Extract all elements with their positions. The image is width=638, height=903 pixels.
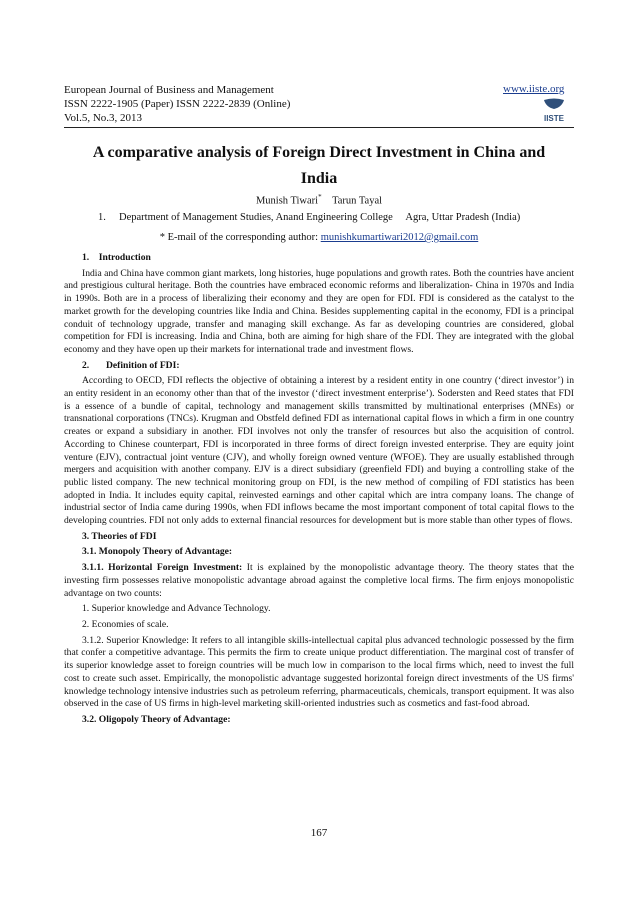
subsubsection-heading-horizontal: 3.1.1. Horizontal Foreign Investment: [82, 562, 243, 574]
paragraph-definition: According to OECD, FDI reflects the objective of obtaining a interest by a resident entity in one country (‘direct investor’) in an entity resident in an economy other than that of the investor (‘direct investment enterprise’). Sodersten and Reed states that FDI is a essence of a bundle of capital, technology and management skills transmitted by multinational enterprises (MNEs) or transnational corporations (TNCs). Krugman and Obstfeld defined FDI as international capital flows in which a firm in one country creates or expand a subsidiary in another. FDI involves not only the transfer of resources but also the acquisition of control. According to Chinese counterpart, FDI is incorporated in three forms of direct foreign invested enterprise. They are equity joint venture (EJV), contractual joint venture (CJV), and wholly foreign owned venture (WFOE). They are usually established through mergers and acquisition with another company. EJV is a direct subsidiary (greenfield FDI) and buying a controlling stake of the public listed company. The new technical monitoring group on FDI, is the new method of compiling of FDI statistics has been adopted in India. It includes equity capital, reinvested earnings and other capital which are intra company loans. The change of industrial sector of India came during 1990s, when FDI inflows became the most important component of total capital flows to the developing countries. FDI not only adds to external financial resources for development but is more stable than other types of flows. [64, 375, 574, 527]
corresponding-email [64, 232, 574, 243]
subsection-heading-oligopoly: 3.2. Oligopoly Theory of Advantage: [82, 713, 231, 725]
list-item: 2. Economies of scale. [82, 618, 169, 630]
paragraph-introduction: India and China have common giant markets, long histories, huge populations and growth rates. Both the countries have ancient and prestigious cultural heritage. Both the countries have embraced economic reforms and liberalization- China in 1970s and India in 1990s. Both are in a process of liberalizing their economy and they are open for FDI. FDI is considered as the catalyst to the market growth for the developing countries like India and China. Besides supplementing capital in the economy, FDI is a principal conduit of technology upgrade, transfer and managing skill exchange. As far as developing countries are considered, global competition for FDI is increasing. India and China, both are aiming for high share of the FDI. They are integrated with the global economy and they have open up their markets for international trade and investment flows. [64, 267, 574, 355]
page-number: 167 [310, 827, 328, 839]
subsection-heading-monopoly: 3.1. Monopoly Theory of Advantage: [82, 546, 233, 558]
section-heading-introduction: 1. Introduction [82, 252, 151, 263]
affiliation-institution: Department of Management Studies, Anand Engineering College [119, 212, 393, 223]
list-item: 1. Superior knowledge and Advance Technology. [82, 603, 271, 615]
header-divider [64, 127, 574, 128]
author-line [64, 193, 574, 207]
email-prefix: * E-mail of the corresponding author: [159, 232, 321, 243]
journal-issn: ISSN 2222-1905 (Paper) ISSN 2222-2839 (Online) [64, 98, 291, 110]
svg-text:IISTE: IISTE [543, 114, 565, 123]
iiste-logo-icon [540, 97, 568, 127]
corresponding-mark: * [318, 193, 322, 201]
journal-url-link[interactable]: www.iiste.org [503, 83, 565, 95]
paper-title [64, 140, 574, 192]
affiliation [98, 212, 520, 223]
paragraph-superior-knowledge: 3.1.2. Superior Knowledge: It refers to all intangible skills-intellectual capital plus advanced technologic possessed by the firm that confer a competitive advantage. This permits the firm to create unique product differentiation. The marginal cost of transfer of its superior knowledge asset to foreign countries will be much low in comparison to the local firms which, need to invest the full cost to create such asset. Empirically, the monopolistic advantage suggested horizontal foreign direct investments of the US firms' knowledge technology intensive industries such as petroleum referring, pharmaceuticals, chemicals, transport equipment. It was also observed in the case of US firms in high-level marketing skill-oriented industries such as cosmetics and fast-food abroad. [64, 634, 574, 710]
journal-header [64, 83, 290, 125]
affiliation-number: 1. [98, 212, 106, 223]
section-heading-definition: 2. Definition of FDI: [82, 359, 180, 371]
author-2: Tarun Tayal [332, 195, 383, 207]
paper-body [64, 252, 574, 730]
email-link[interactable]: munishkumartiwari2012@gmail.com [320, 232, 479, 243]
journal-name: European Journal of Business and Management [64, 84, 274, 96]
journal-volume: Vol.5, No.3, 2013 [64, 112, 143, 124]
author-1: Munish Tiwari [255, 195, 319, 207]
section-heading-theories: 3. Theories of FDI [82, 530, 157, 542]
horizontal-text: It is explained by the monopolistic advantage theory. The theory states that the investing firm possesses relative monopolistic advantage abroad against the completive local firms. The firm enjoys monopolistic advantage on two counts: [64, 562, 574, 599]
paragraph-horizontal-investment [64, 562, 574, 600]
affiliation-location: Agra, Uttar Pradesh (India) [405, 212, 521, 223]
title-line-1: A comparative analysis of Foreign Direct Investment in China and [92, 144, 546, 161]
title-line-2: India [300, 170, 338, 187]
